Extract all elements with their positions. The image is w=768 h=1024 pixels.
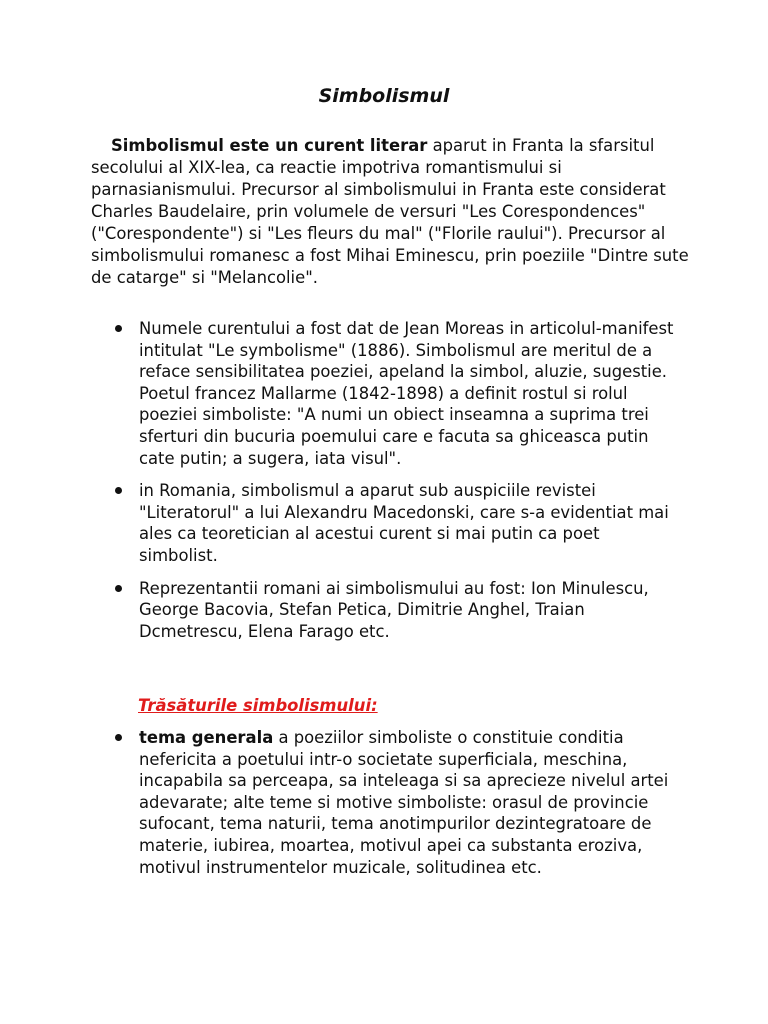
bullet-icon	[115, 585, 122, 592]
list-item-text: Numele curentului a fost dat de Jean Moreas in articolul-manifest intitulat "Le symbolisme" (1886). Simbolismul are meritul de a reface sensibilitatea poeziei, apeland la simbol, aluzie, sugestie. Poetul francez Mallarme (1842-1898) a definit rostul si rolul poeziei simboliste: "A numi un obiect inseamna a suprima trei sferturi din bucuria poemului care e facuta sa ghiceasca putin cate putin; a sugera, iata visul".	[139, 319, 674, 468]
list-item-text: in Romania, simbolismul a aparut sub auspiciile revistei "Literatorul" a lui Alexandru Macedonski, care s-a evidentiat mai ales ca teoretician al acestui curent si mai putin ca poet simbolist.	[139, 481, 669, 565]
intro-text: aparut in Franta la sfarsitul secolului al XIX-lea, ca reactie impotriva romantismului si parnasianismului. Precursor al simbolismului in Franta este considerat Charles Baudelaire, prin volumele de versuri "Les Corespondences" ("Corespondente") si "Les fleurs du mal" ("Florile raului"). Precursor al simbolismului romanesc a fost Mihai Eminescu, prin poeziile "Dintre sute de catarge" si "Melancolie".	[91, 136, 689, 287]
bullet-icon	[115, 734, 122, 741]
intro-paragraph	[91, 135, 691, 289]
intro-bold-lead: Simbolismul este un curent literar	[111, 136, 428, 155]
list-item-text: Reprezentantii romani ai simbolismului au fost: Ion Minulescu, George Bacovia, Stefan Petica, Dimitrie Anghel, Traian Dcmetrescu, Elena Farago etc.	[139, 578, 649, 641]
feature-bold-lead: tema generala	[139, 728, 274, 747]
features-bullet-list	[112, 727, 682, 878]
list-item	[112, 480, 682, 566]
section-heading-features: Trăsăturile simbolismului:	[138, 696, 378, 715]
history-bullet-list	[112, 318, 682, 653]
bullet-icon	[115, 487, 122, 494]
bullet-icon	[115, 325, 122, 332]
feature-text: a poeziilor simboliste o constituie conditia nefericita a poetului intr-o societate superficiala, meschina, incapabila sa perceapa, sa inteleaga si sa aprecieze nivelul artei adevarate; alte teme si motive simboliste: orasul de provincie sufocant, tema naturii, tema anotimpurilor dezintegratoare de materie, iubirea, moartea, motivul apei ca substanta eroziva, motivul instrumentelor muzicale, solitudinea etc.	[139, 728, 669, 877]
document-title: Simbolismul	[318, 85, 450, 107]
list-item	[112, 318, 682, 469]
list-item	[112, 578, 682, 643]
list-item	[112, 727, 682, 878]
